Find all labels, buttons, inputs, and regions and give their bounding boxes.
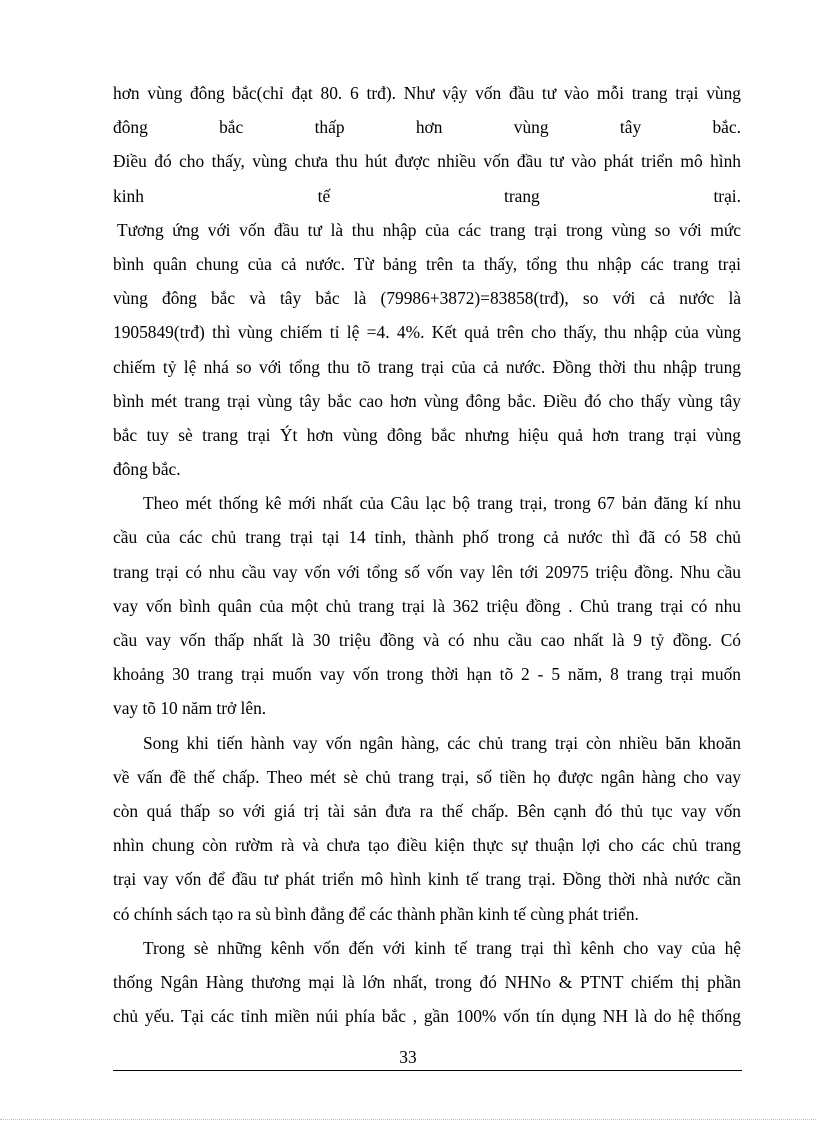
text-line: còn quá thấp so với giá trị tài sản đưa ra thế chấp. Bên cạnh đó thủ tục vay vốn xyxy=(113,800,741,821)
text-line: Tương ứng với vốn đầu tư là thu nhập của các trang trại trong vùng so với mức xyxy=(117,219,741,240)
line-word: kinh xyxy=(113,185,144,206)
text-line: khoảng 30 trang trại muốn vay vốn trong thời hạn tõ 2 - 5 năm, 8 trang trại muốn xyxy=(113,664,741,685)
text-line: bình quân chung của cả nước. Từ bảng trên ta thấy, tổng thu nhập các trang trại xyxy=(113,253,741,274)
body-text xyxy=(113,76,741,1033)
text-line: vay vốn bình quân của một chủ trang trại là 362 triệu đồng . Chủ trang trại có nhu xyxy=(113,595,741,616)
text-line: bình mét trang trại vùng tây bắc cao hơn vùng đông bắc. Điều đó cho thấy vùng tây xyxy=(113,390,741,411)
text-line: Điều đó cho thấy, vùng chưa thu hút được nhiều vốn đầu tư vào phát triển mô hình xyxy=(113,151,741,172)
text-line xyxy=(113,179,741,213)
text-line: nhìn chung còn rườm rà và chưa tạo điều kiện thực sự thuận lợi cho các chủ trang xyxy=(113,835,741,856)
text-line: vay tõ 10 năm trở lên. xyxy=(113,698,267,719)
text-line: bắc tuy sè trang trại Ýt hơn vùng đông bắc nhưng hiệu quả hơn trang trại vùng xyxy=(113,424,741,445)
text-line: trại vay vốn để đầu tư phát triển mô hình kinh tế trang trại. Đồng thời nhà nước cần xyxy=(113,869,741,890)
text-line: về vấn đề thế chấp. Theo mét sè chủ trang trại, số tiền họ được ngân hàng cho vay xyxy=(113,766,741,787)
text-line: Trong sè những kênh vốn đến với kinh tế trang trại thì kênh cho vay của hệ xyxy=(143,937,741,958)
text-line xyxy=(113,110,741,144)
page-number: 33 xyxy=(399,1047,417,1067)
text-line: đông bắc. xyxy=(113,459,181,480)
text-line: chiếm tỷ lệ nhá so với tổng thu tõ trang trại của cả nước. Đồng thời thu nhập trung xyxy=(113,356,741,377)
text-line: 1905849(trđ) thì vùng chiếm tỉ lệ =4. 4%. Kết quả trên cho thấy, thu nhập của vùng xyxy=(113,322,741,343)
text-line: trang trại có nhu cầu vay vốn với tổng số vốn vay lên tới 20975 triệu đồng. Nhu cầu xyxy=(113,561,741,582)
line-word: tây xyxy=(619,117,642,138)
text-line: chủ yếu. Tại các tỉnh miền núi phía bắc , gần 100% vốn tín dụng NH là do hệ thống xyxy=(113,1006,741,1027)
text-line: thống Ngân Hàng thương mại là lớn nhất, trong đó NHNo & PTNT chiếm thị phần xyxy=(113,971,741,992)
text-line: có chính sách tạo ra sù bình đẳng để các thành phần kinh tế cùng phát triển. xyxy=(113,903,639,924)
page-edge-border xyxy=(0,1119,816,1120)
text-line: cầu của các chủ trang trại tại 14 tỉnh, thành phố trong cả nước thì đã có 58 chủ xyxy=(113,527,741,548)
text-line: vùng đông bắc và tây bắc là (79986+3872)=83858(trđ), so với cả nước là xyxy=(113,288,741,309)
line-word: trại. xyxy=(713,185,741,206)
line-word: đông xyxy=(113,117,148,138)
line-word: bắc xyxy=(219,117,244,138)
line-word: hơn xyxy=(415,117,443,138)
text-line: Theo mét thống kê mới nhất của Câu lạc bộ trang trại, trong 67 bản đăng kí nhu xyxy=(143,493,741,514)
text-line: Song khi tiến hành vay vốn ngân hàng, các chủ trang trại còn nhiều băn khoăn xyxy=(143,732,741,753)
text-line: cầu vay vốn thấp nhất là 30 triệu đồng và có nhu cầu cao nhất là 9 tỷ đồng. Có xyxy=(113,630,741,650)
line-word: vùng xyxy=(513,117,549,138)
text-line: hơn vùng đông bắc(chỉ đạt 80. 6 trđ). Như vậy vốn đầu tư vào mỗi trang trại vùng xyxy=(113,83,741,103)
line-word: bắc. xyxy=(712,117,741,138)
line-word: trang xyxy=(503,185,540,206)
line-word: thấp xyxy=(314,117,345,138)
footer-divider xyxy=(113,1070,742,1071)
line-word: tế xyxy=(317,185,331,206)
